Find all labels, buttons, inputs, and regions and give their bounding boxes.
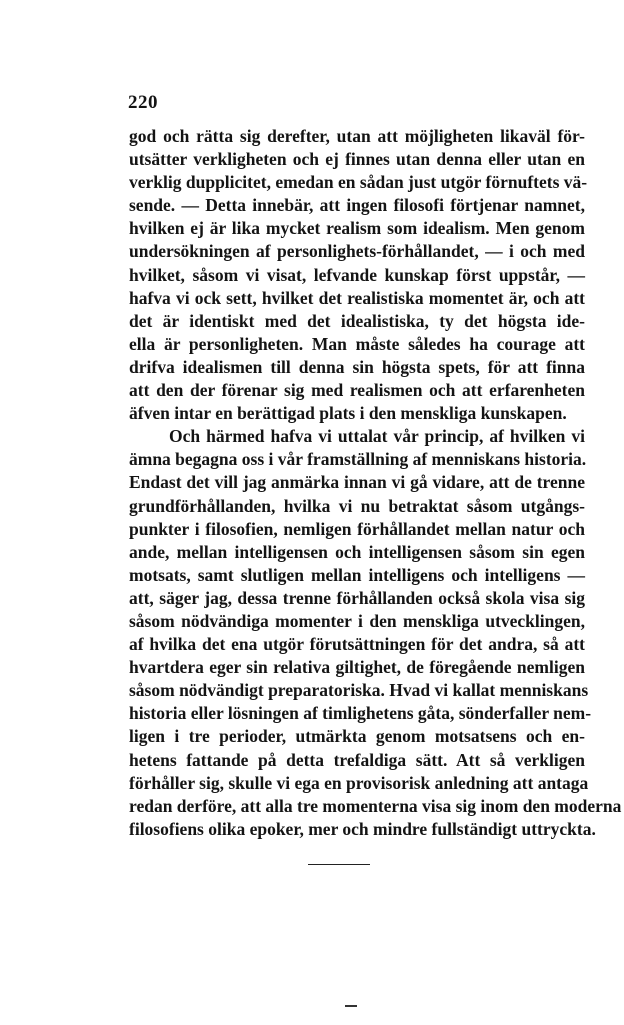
text-line: Och härmed hafva vi uttalat vår princip, af hvilken vi [169, 426, 585, 447]
text-line: ligen i tre perioder, utmärkta genom motsatsens och en- [129, 726, 585, 747]
text-line: drifva idealismen till denna sin högsta spets, för att finna [129, 356, 585, 377]
text-line: äfven intar en berättigad plats i den menskliga kunskapen. [129, 403, 567, 424]
text-line: hvilket, såsom vi visat, lefvande kunskap först uppstår, — [129, 264, 585, 285]
text-line: verklig dupplicitet, emedan en sådan just utgör förnuftets vä- [129, 172, 588, 193]
text-line: sende. — Detta innebär, att ingen filosofi förtjenar namnet, [129, 195, 585, 216]
text-line: historia eller lösningen af timlighetens gåta, sönderfaller nem- [129, 703, 592, 724]
text-line: hetens fattande på detta trefaldiga sätt. Att så verkligen [129, 749, 585, 770]
text-line: god och rätta sig derefter, utan att möjligheten likaväl för- [129, 126, 585, 146]
text-line: af hvilka det ena utgör förutsättningen för det andra, så att [129, 634, 585, 655]
text-line: grundförhållanden, hvilka vi nu betraktat såsom utgångs- [129, 495, 585, 516]
text-line: att den der förenar sig med realismen och att erfarenheten [129, 380, 585, 401]
text-line: hafva vi ock sett, hvilket det realistiska momentet är, och att [129, 287, 585, 308]
text-line: hvartdera eger sin relativa giltighet, de föregående nemligen [129, 657, 585, 678]
text-line: förhåller sig, skulle vi ega en provisorisk anledning att antaga [129, 772, 589, 793]
text-line: punkter i filosofien, nemligen förhållandet mellan natur och [129, 518, 585, 539]
text-line: såsom nödvändigt preparatoriska. Hvad vi kallat menniskans [129, 680, 589, 701]
text-line: att, säger jag, dessa trenne förhållanden också skola visa sig [129, 587, 585, 608]
text-line: ämna begagna oss i vår framställning af menniskans historia. [129, 449, 587, 470]
text-line: redan derföre, att alla tre momenterna visa sig inom den moderna [129, 795, 622, 816]
text-line: undersökningen af personlighets-förhållandet, — i och med [129, 241, 585, 262]
text-line: ande, mellan intelligensen och intelligensen såsom sin egen [129, 541, 585, 562]
body-text [129, 125, 622, 841]
text-line: filosofiens olika epoker, mer och mindre fullständigt uttryckta. [129, 818, 596, 839]
text-line: såsom nödvändiga momenter i den menskliga utvecklingen, [129, 610, 585, 631]
text-line: Endast det vill jag anmärka innan vi gå vidare, att de trenne [129, 472, 585, 493]
section-divider [308, 864, 370, 865]
text-line: det är identiskt med det idealistiska, ty det högsta ide- [129, 310, 585, 331]
text-line: hvilken ej är lika mycket realism som idealism. Men genom [129, 218, 585, 239]
text-line: motsats, samt slutligen mellan intelligens och intelligens — [129, 564, 585, 585]
text-line: utsätter verkligheten och ej finnes utan denna eller utan en [129, 149, 585, 170]
page-number: 220 [128, 92, 158, 113]
text-line: ella är personligheten. Man måste således ha courage att [129, 333, 585, 354]
footer-dash [345, 1005, 357, 1007]
